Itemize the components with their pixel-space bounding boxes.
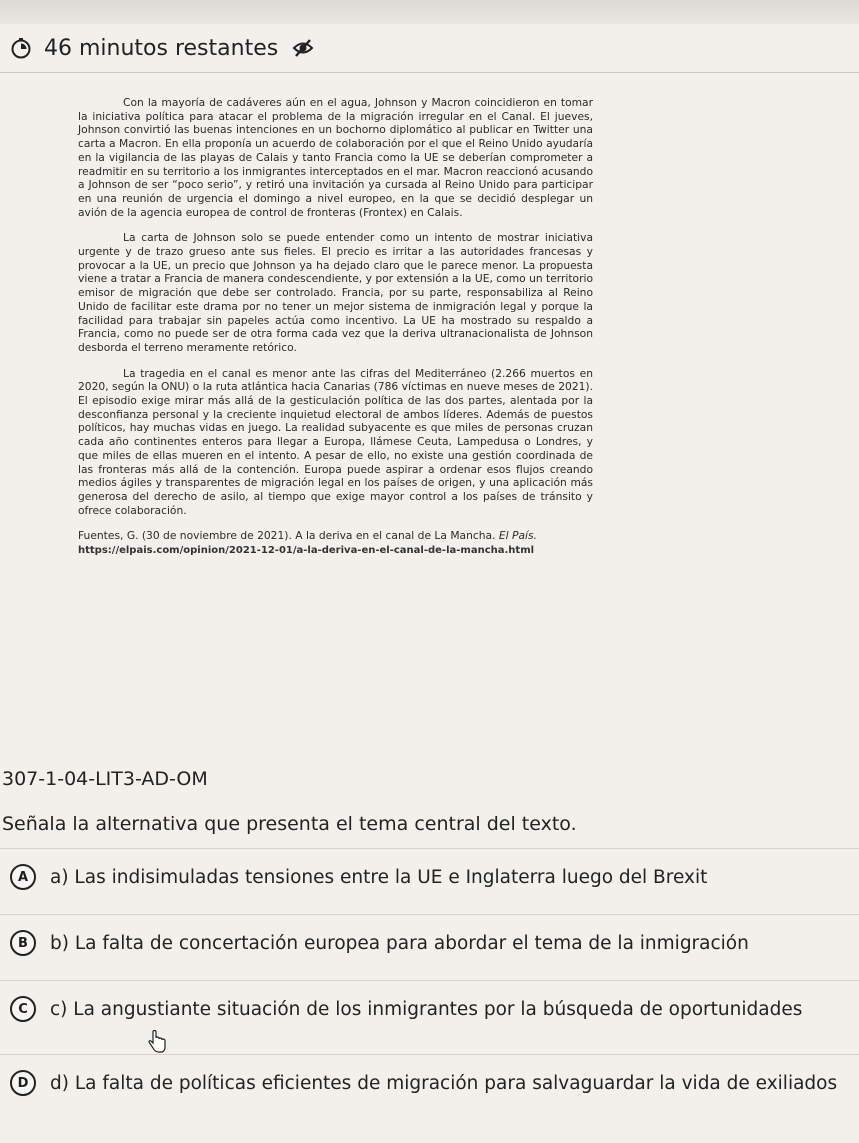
source-citation (78, 529, 593, 558)
option-a-letter: A (10, 864, 36, 890)
passage-paragraph-2: La carta de Johnson solo se puede entender como un intento de mostrar iniciativa urgente y de trazo grueso ante sus fieles. El precio es irritar a las autoridades francesas y provocar a la UE, un precio que Johnson ya ha dejado claro que le parece menor. La propuesta viene a tratar a Francia de manera condescendiente, y por extensión a la UE, como un territorio emisor de migración que debe ser controlado. Francia, por su parte, responsabiliza al Reino Unido de facilitar este drama por no tener un mejor sistema de inmigración legal y porque la facilidad para trabajar sin papeles actúa como incentivo. La UE ha mostrado su respaldo a Francia, como no puede ser de otra forma cada vez que la deriva ultranacionalista de Johnson desborda el terreno meramente retórico. (78, 231, 593, 354)
option-c[interactable] (0, 980, 859, 1037)
option-a[interactable] (0, 848, 859, 905)
hand-pointer-icon (146, 1030, 168, 1054)
citation-text: Fuentes, G. (30 de noviembre de 2021). A la deriva en el canal de La Mancha. (78, 529, 496, 543)
top-strip (0, 0, 859, 24)
option-b-letter: B (10, 930, 36, 956)
passage-paragraph-3: La tragedia en el canal es menor ante las cifras del Mediterráneo (2.266 muertos en 2020, según la ONU) o la ruta atlántica hacia Canarias (786 víctimas en nueve meses de 2021). El episodio exige mirar más allá de la gesticulación política de las dos partes, alentada por la desconfianza personal y la creciente inquietud electoral de ambos líderes. Además de puestos políticos, hay muchas vidas en juego. La realidad subyacente es que miles de personas cruzan cada año continentes enteros para llegar a Europa, llámese Ceuta, Lampedusa o Londres, y que miles de ellas mueren en el intento. A pesar de ello, no existe una gestión coordinada de las fronteras más allá de la contención. Europa puede aspirar a ordenar esos flujos creando medios ágiles y transparentes de migración legal en los países de origen, y una aplicación más generosa del derecho de asilo, al tiempo que exige mayor control a los países de tránsito y ofrece colaboración. (78, 366, 593, 517)
stopwatch-icon (10, 37, 32, 59)
eye-slash-icon[interactable] (292, 37, 314, 59)
passage-paragraph-1: Con la mayoría de cadáveres aún en el agua, Johnson y Macron coincidieron en tomar la iniciativa política para atacar el problema de la migración irregular en el Canal. El jueves, Johnson convirtió las buenas intenciones en un bochorno diplomático al publicar en Twitter una carta a Macron. En ella proponía un acuerdo de colaboración por el que el Reino Unido ayudaría en la vigilancia de las playas de Calais y tanto Francia como la UE se deberían comprometer a readmitir en su territorio a los inmigrantes interceptados en el mar. Macron reaccionó acusando a Johnson de ser “poco serio”, y retiró una invitación ya cursada al Reino Unido para participar en una reunión de urgencia el domingo a nivel europeo, en la que se decidió desplegar un avión de la agencia europea de control de fronteras (Frontex) en Calais. (78, 96, 593, 219)
option-c-letter: C (10, 996, 36, 1022)
time-remaining-text: 46 minutos restantes (44, 35, 279, 61)
citation-url: https://elpais.com/opinion/2021-12-01/a-la-deriva-en-el-canal-de-la-mancha.html (78, 545, 535, 557)
option-d-letter: D (10, 1070, 36, 1096)
question-prompt: Señala la alternativa que presenta el tema central del texto. (2, 813, 577, 835)
citation-publication: El País. (498, 529, 537, 543)
option-d-text: d) La falta de políticas eficientes de migración para salvaguardar la vida de exiliados (50, 1072, 838, 1094)
option-b-text: b) La falta de concertación europea para abordar el tema de la inmigración (50, 932, 749, 954)
option-b[interactable] (0, 914, 859, 971)
reading-passage (78, 96, 593, 558)
timer-bar (0, 24, 859, 73)
option-c-text: c) La angustiante situación de los inmigrantes por la búsqueda de oportunidades (50, 998, 803, 1020)
option-d[interactable] (0, 1054, 859, 1111)
question-code: 307-1-04-LIT3-AD-OM (2, 768, 208, 790)
option-a-text: a) Las indisimuladas tensiones entre la UE e Inglaterra luego del Brexit (50, 866, 708, 888)
